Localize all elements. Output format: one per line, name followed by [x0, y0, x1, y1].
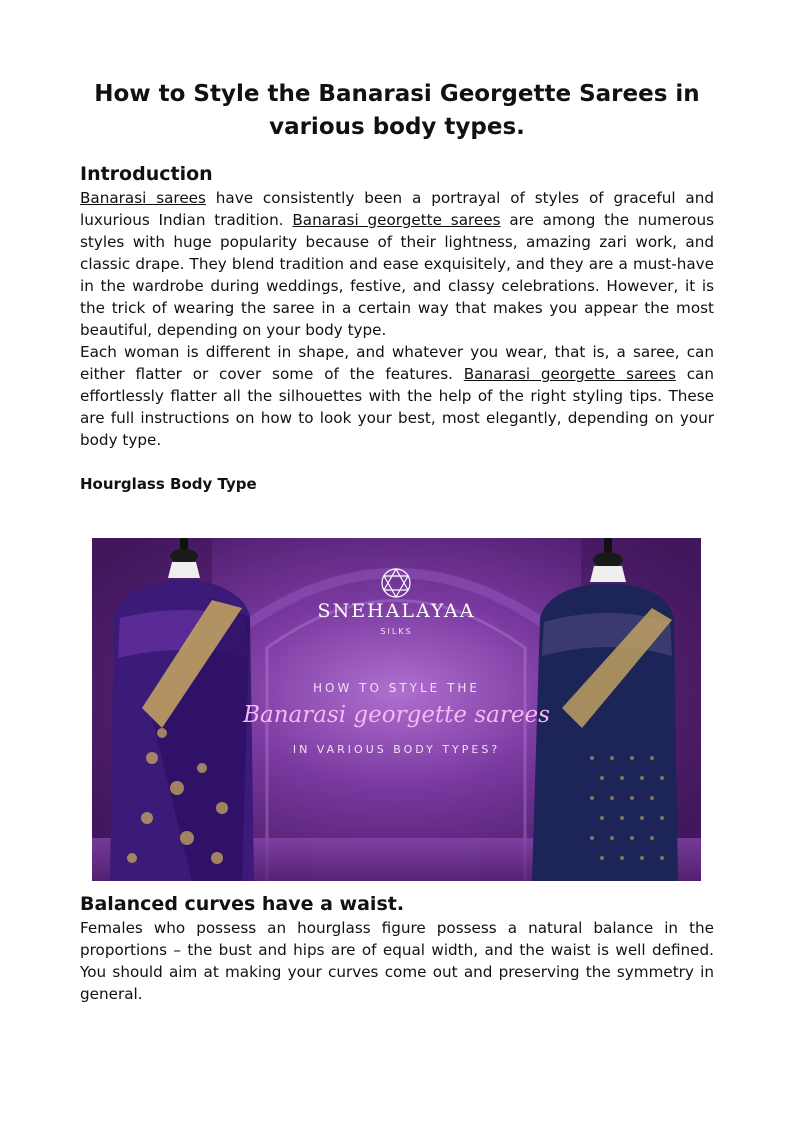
balanced-curves-heading: Balanced curves have a waist. [80, 893, 405, 915]
intro-heading: Introduction [80, 163, 213, 185]
banarasi-sarees-link[interactable]: Banarasi sarees [80, 189, 206, 207]
banarasi-georgette-sarees-link[interactable]: Banarasi georgette sarees [292, 211, 501, 229]
intro-p1-text-2: are among the numerous styles with huge popularity because of their lightness, amazing zari work, and classic drape. They blend tradition and ease exquisitely, and they are a must-have in the wardrobe during weddings, festive, and classy celebrations. However, it is the trick of wearing the saree in a certain way that makes you appear the most beautiful, depending on your body type. [80, 211, 714, 339]
intro-paragraph-1 [80, 187, 714, 341]
hourglass-heading: Hourglass Body Type [80, 475, 257, 493]
intro-p1-text-1: have consistently been a portrayal of styles of graceful and luxurious Indian tradition. [80, 189, 714, 229]
banner-line-3: IN VARIOUS BODY TYPES? [292, 743, 501, 756]
balanced-curves-paragraph: Females who possess an hourglass figure possess a natural balance in the proportions – the bust and hips are of equal width, and the waist is well defined. You should aim at making your curves come out and preserving the symmetry in general. [80, 919, 714, 1003]
intro-p2-text-2: can effortlessly flatter all the silhouettes with the help of the right styling tips. These are full instructions on how to look your best, most elegantly, depending on your body type. [80, 365, 714, 449]
banner-line-1: HOW TO STYLE THE [312, 681, 481, 695]
banner-brand: SNEHALAYAA [317, 600, 476, 622]
intro-paragraph-2 [80, 341, 714, 451]
page-title: How to Style the Banarasi Georgette Sarees in various body types. [94, 81, 700, 140]
banarasi-georgette-sarees-link-2[interactable]: Banarasi georgette sarees [463, 365, 676, 383]
banner-image [92, 538, 701, 881]
intro-p2-text-1: Each woman is different in shape, and whatever you wear, that is, a saree, can either flatter or cover some of the features. [80, 343, 714, 383]
banner-brand-sub: SILKS [380, 627, 413, 636]
banner-line-2: Banarasi georgette sarees [243, 702, 550, 728]
